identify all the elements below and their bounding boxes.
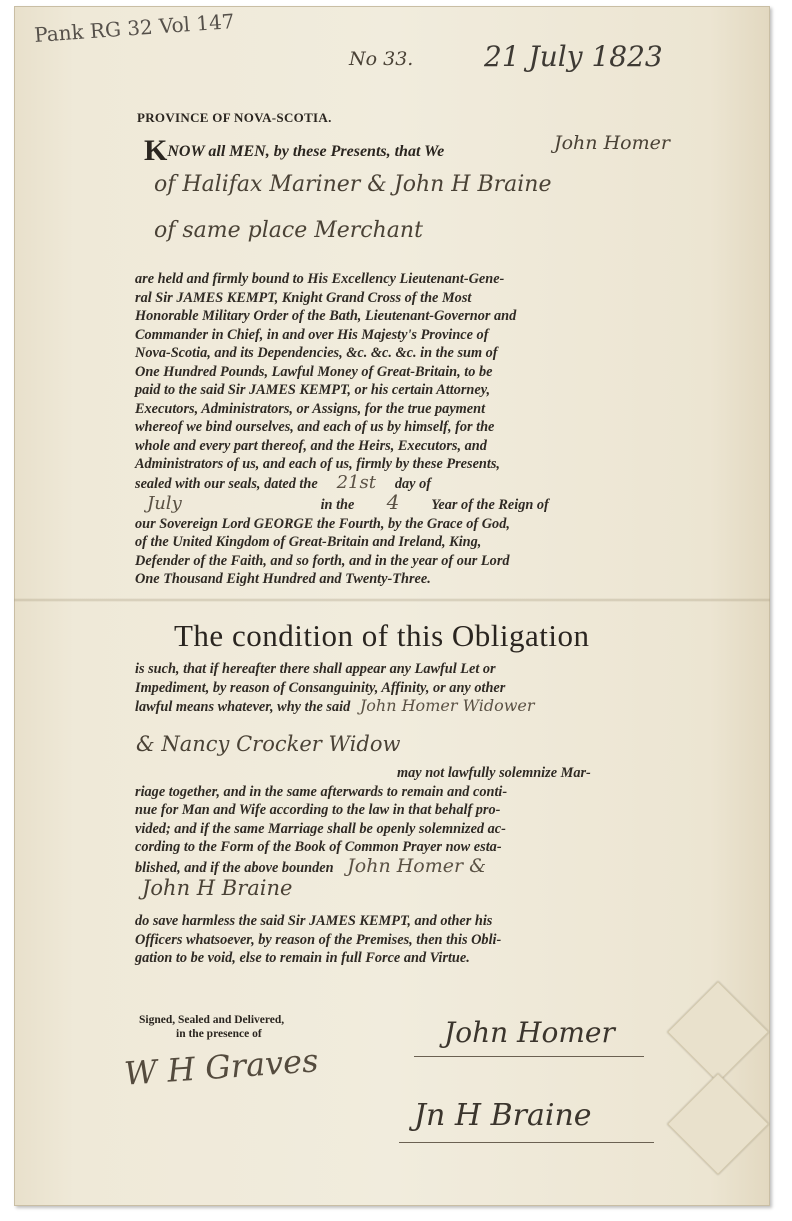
bond-line: Executors, Administrators, or Assigns, for the true payment xyxy=(135,400,486,417)
witness-signature: W H Graves xyxy=(122,1041,320,1093)
witness-label-2: in the presence of xyxy=(176,1028,262,1040)
bond-line: Nova-Scotia, and its Dependencies, &c. &c. &c. in the sum of xyxy=(135,345,498,361)
archive-note: Pank RG 32 Vol 147 xyxy=(33,9,236,47)
bounden-fill-1: John Homer & xyxy=(347,854,487,877)
know-all-men-line xyxy=(144,134,444,168)
signature-line-2 xyxy=(399,1142,654,1143)
bond-tail-line: of the United Kingdom of Great-Britain and Ireland, King, xyxy=(135,534,482,550)
marriage-bond-document xyxy=(14,6,770,1206)
bond-body xyxy=(135,270,549,589)
condition-line xyxy=(135,697,535,717)
dated-pre: sealed with our seals, dated the xyxy=(135,475,318,492)
drop-cap: K xyxy=(144,134,168,167)
condition-line: is such, that if hereafter there shall appear any Lawful Let or xyxy=(135,661,496,677)
bounden-fill-2: John H Braine xyxy=(142,876,293,900)
dated-line xyxy=(135,471,549,494)
bond-line: whole and every part thereof, and the Heirs, Executors, and xyxy=(135,437,487,454)
bond-tail-line: our Sovereign Lord GEORGE the Fourth, by the Grace of God, xyxy=(135,515,510,532)
bondsmen-line-1: John Homer xyxy=(554,132,670,154)
cond-bounden: blished, and if the above bounden xyxy=(135,859,334,876)
bond-line: ral Sir JAMES KEMPT, Knight Grand Cross of the Most xyxy=(135,289,472,306)
reign-post: Year of the Reign of xyxy=(431,497,549,513)
bond-line: Honorable Military Order of the Bath, Lieutenant-Governor and xyxy=(135,308,517,324)
province-heading: PROVINCE OF NOVA-SCOTIA. xyxy=(137,110,332,125)
condition-line xyxy=(135,854,591,878)
condition-line: nue for Man and Wife according to the law in that behalf pro- xyxy=(135,802,501,818)
bondsmen-line-2: of Halifax Mariner & John H Braine xyxy=(154,172,552,197)
wax-seal-1 xyxy=(667,981,769,1083)
condition-line: may not lawfully solemnize Mar- xyxy=(397,765,591,781)
condition-line: gation to be void, else to remain in full Force and Virtue. xyxy=(135,950,470,966)
bond-line: Administrators of us, and each of us, firmly by these Presents, xyxy=(135,456,500,472)
reign-mid: in the xyxy=(320,497,355,513)
wax-seal-2 xyxy=(667,1073,769,1175)
cond-line-3: lawful means whatever, why the said xyxy=(135,699,351,715)
bond-tail-line: Defender of the Faith, and so forth, and in the year of our Lord xyxy=(135,552,510,569)
bond-line: One Hundred Pounds, Lawful Money of Great-Britain, to be xyxy=(135,363,493,380)
groom-fill: John Homer Widower xyxy=(359,696,535,715)
signature-braine: Jn H Braine xyxy=(414,1098,592,1133)
know-text: NOW all MEN, by these Presents, that We xyxy=(167,143,445,160)
condition-line: cording to the Form of the Book of Common Prayer now esta- xyxy=(135,839,502,855)
dated-post: day of xyxy=(394,475,431,492)
condition-body xyxy=(135,660,535,717)
bond-tail-line: One Thousand Eight Hundred and Twenty-Three. xyxy=(135,571,431,587)
bond-line: whereof we bind ourselves, and each of us by himself, for the xyxy=(135,419,495,435)
bond-line: are held and firmly bound to His Excellency Lieutenant-Gene- xyxy=(135,271,505,287)
signature-line-1 xyxy=(414,1056,644,1057)
bride-fill: & Nancy Crocker Widow xyxy=(136,732,401,756)
signature-john-homer: John Homer xyxy=(444,1016,615,1049)
reign-line xyxy=(135,490,549,515)
reign-year-fill: 4 xyxy=(386,490,400,514)
condition-line: Officers whatsoever, by reason of the Premises, then this Obli- xyxy=(135,931,502,948)
bondsmen-line-3: of same place Merchant xyxy=(154,218,423,243)
condition-final xyxy=(135,912,501,968)
condition-line: Impediment, by reason of Consanguinity, Affinity, or any other xyxy=(135,679,506,696)
bond-line: paid to the said Sir JAMES KEMPT, or his certain Attorney, xyxy=(135,382,491,398)
condition-title: The condition of this Obligation xyxy=(174,618,590,653)
condition-body-2 xyxy=(135,764,591,877)
condition-line: do save harmless the said Sir JAMES KEMPT, and other his xyxy=(135,913,493,929)
dated-day-fill: 21st xyxy=(336,471,376,493)
condition-line: riage together, and in the same afterwards to remain and conti- xyxy=(135,783,508,800)
witness-label-1: Signed, Sealed and Delivered, xyxy=(139,1014,285,1026)
bond-line: Commander in Chief, in and over His Majesty's Province of xyxy=(135,326,489,343)
month-fill: July xyxy=(147,493,182,514)
condition-line: vided; and if the same Marriage shall be openly solemnized ac- xyxy=(135,820,506,837)
bond-number: No 33. xyxy=(349,48,414,70)
paper-fold xyxy=(14,598,770,602)
date-note: 21 July 1823 xyxy=(484,40,663,73)
